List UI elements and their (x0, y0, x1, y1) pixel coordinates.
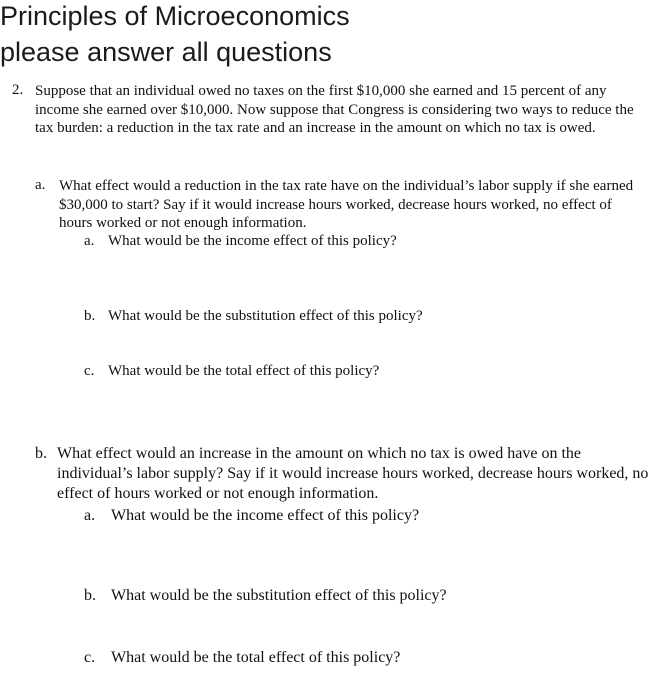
part-b-sub-c-text: What would be the total effect of this policy? (111, 649, 401, 666)
question-stem: Suppose that an individual owed no taxes on the first $10,000 she earned and 15 percent of any income she earned over $10,000. Now suppose that Congress is considering two ways to reduce the tax burden: a reduction in the tax rate and an increase in the amount on which no tax is owed. (35, 83, 634, 137)
part-b-sub-a-text: What would be the income effect of this policy? (111, 507, 420, 524)
part-a-sub-b-letter: b. (84, 308, 96, 324)
page-subtitle: please answer all questions (0, 37, 332, 67)
question-number: 2. (12, 82, 24, 98)
page-title: Principles of Microeconomics (0, 1, 350, 31)
part-b-sub-b-letter: b. (84, 587, 96, 604)
part-a-text: What effect would a reduction in the tax rate have on the individual’s labor supply if she earned $30,000 to start? Say if it would increase hours worked, decrease hours worked, no effect of hours worked or not enough information. (59, 178, 634, 232)
part-b-sub-b-text: What would be the substitution effect of this policy? (111, 587, 447, 604)
part-a-sub-c-text: What would be the total effect of this policy? (108, 363, 380, 379)
part-a-sub-a-letter: a. (84, 233, 95, 249)
part-a-sub-a-text: What would be the income effect of this policy? (108, 233, 397, 249)
part-b-sub-a-letter: a. (84, 507, 96, 524)
part-b-text: What effect would an increase in the amount on which no tax is owed have on the individual’s labor supply? Say if it would increase hours worked, decrease hours worked, no effect of hours worked or not enough information. (57, 445, 649, 502)
part-a-sub-b-text: What would be the substitution effect of this policy? (108, 308, 423, 324)
part-a-sub-c-letter: c. (84, 363, 95, 379)
part-a-letter: a. (35, 177, 46, 193)
part-b-sub-c-letter: c. (84, 649, 96, 666)
part-b-letter: b. (35, 445, 47, 462)
